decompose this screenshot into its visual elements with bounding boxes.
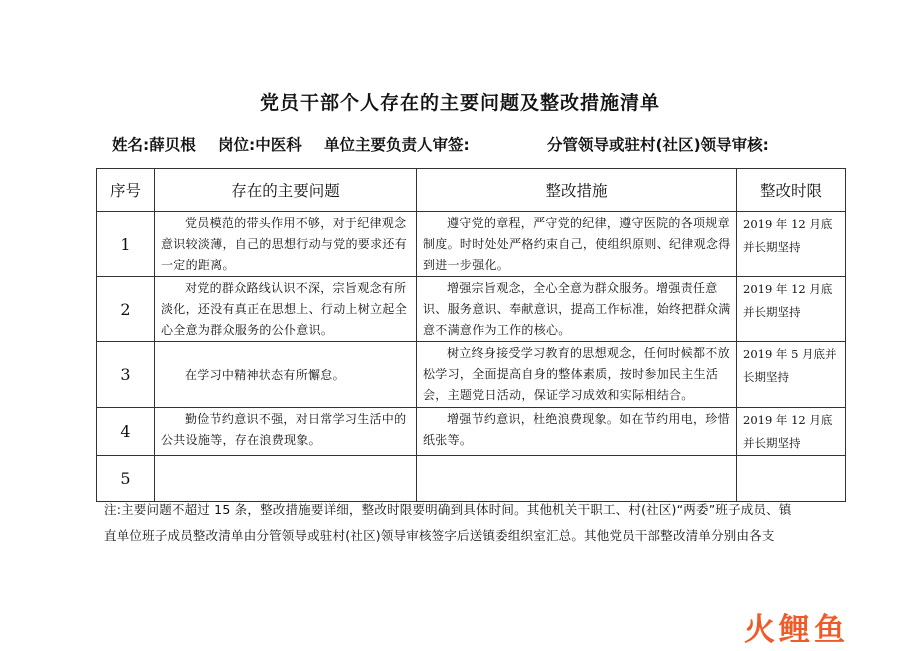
table-header-row xyxy=(97,169,846,212)
unit-review-field: 单位主要负责人审签: xyxy=(324,136,470,154)
watermark-logo: 火鲤鱼 xyxy=(744,612,849,648)
row-number: 1 xyxy=(97,212,155,277)
rectification-table xyxy=(96,168,846,502)
row-number: 5 xyxy=(97,456,155,502)
footnote-line-1: 注:主要问题不超过 15 条，整改措施要详细，整改时限要明确到具体时间。其他机关干职工、村(社区)“两委”班子成员、镇 xyxy=(104,502,792,517)
problem-cell: 党员模范的带头作用不够，对于纪律观念意识较淡薄，自己的思想行动与党的要求还有一定的距离。 xyxy=(155,212,417,277)
table-row xyxy=(97,408,846,456)
position-field: 岗位:中医科 xyxy=(218,136,302,154)
measure-cell: 增强节约意识，杜绝浪费现象。如在节约用电，珍惜纸张等。 xyxy=(417,408,737,456)
table-row xyxy=(97,277,846,342)
measure-cell: 增强宗旨观念，全心全意为群众服务。增强责任意识、服务意识、奉献意识，提高工作标准，始终把群众满意不满意作为工作的核心。 xyxy=(417,277,737,342)
document-title: 党员干部个人存在的主要问题及整改措施清单 xyxy=(259,92,660,114)
deadline-cell xyxy=(737,456,846,502)
row-number: 4 xyxy=(97,408,155,456)
measure-cell: 树立终身接受学习教育的思想观念，任何时候都不放松学习，全面提高自身的整体素质，按时参加民主生活会，主题党日活动，保证学习成效和实际相结合。 xyxy=(417,342,737,408)
deadline-cell: 2019 年 5 月底并长期坚持 xyxy=(737,342,846,408)
row-number: 3 xyxy=(97,342,155,408)
footnote xyxy=(104,497,824,549)
table-row xyxy=(97,212,846,277)
header-seq: 序号 xyxy=(97,169,155,212)
measure-cell xyxy=(417,456,737,502)
header-deadline: 整改时限 xyxy=(737,169,846,212)
name-field: 姓名:薛贝根 xyxy=(112,136,196,154)
measure-cell: 遵守党的章程，严守党的纪律，遵守医院的各项规章制度。时时处处严格约束自己，使组织原则、纪律观念得到进一步强化。 xyxy=(417,212,737,277)
row-number: 2 xyxy=(97,277,155,342)
deadline-cell: 2019 年 12 月底并长期坚持 xyxy=(737,408,846,456)
leader-review-field: 分管领导或驻村(社区)领导审核: xyxy=(547,136,769,154)
table-row xyxy=(97,342,846,408)
footnote-line-2: 直单位班子成员整改清单由分管领导或驻村(社区)领导审核签字后送镇委组织室汇总。其他党员干部整改清单分别由各支 xyxy=(104,528,775,543)
header-measure: 整改措施 xyxy=(417,169,737,212)
deadline-cell: 2019 年 12 月底并长期坚持 xyxy=(737,212,846,277)
problem-cell: 在学习中精神状态有所懈怠。 xyxy=(155,342,417,408)
header-problem: 存在的主要问题 xyxy=(155,169,417,212)
problem-cell xyxy=(155,456,417,502)
info-row xyxy=(112,133,812,157)
table-row xyxy=(97,456,846,502)
problem-cell: 勤俭节约意识不强，对日常学习生活中的公共设施等，存在浪费现象。 xyxy=(155,408,417,456)
deadline-cell: 2019 年 12 月底并长期坚持 xyxy=(737,277,846,342)
problem-cell: 对党的群众路线认识不深，宗旨观念有所淡化，还没有真正在思想上、行动上树立起全心全意为群众服务的公仆意识。 xyxy=(155,277,417,342)
